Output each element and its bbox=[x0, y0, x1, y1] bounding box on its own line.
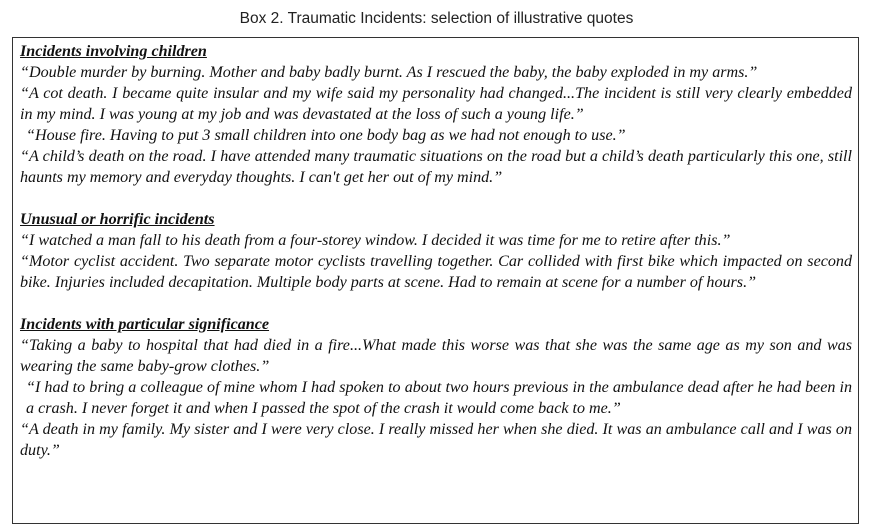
quote: “Double murder by burning. Mother and baby badly burnt. As I rescued the baby, the baby exploded in my arms.” bbox=[20, 64, 758, 81]
section-children bbox=[20, 41, 852, 188]
quote: “A cot death. I became quite insular and my wife said my personality had changed...The incident is still very clearly embedded in my mind. I was young at my job and was devastated at the loss of such a young life.” bbox=[20, 85, 852, 123]
quotes-box bbox=[12, 37, 859, 524]
section-heading: Incidents with particular significance bbox=[20, 316, 270, 333]
section-heading: Incidents involving children bbox=[20, 43, 207, 60]
section-significance bbox=[20, 314, 852, 461]
quote: “A death in my family. My sister and I were very close. I really missed her when she died. It was an ambulance call and I was on duty.” bbox=[20, 421, 852, 459]
section-heading: Unusual or horrific incidents bbox=[20, 211, 215, 228]
quote: “House fire. Having to put 3 small children into one body bag as we had not enough to use.” bbox=[26, 127, 626, 144]
quote: “A child’s death on the road. I have attended many traumatic situations on the road but a child’s death particularly this one, still haunts my memory and everyday thoughts. I can't get her out of my mind.” bbox=[20, 148, 852, 186]
box-title: Box 2. Traumatic Incidents: selection of illustrative quotes bbox=[239, 10, 634, 27]
quote: “I watched a man fall to his death from a four-storey window. I decided it was time for me to retire after this.” bbox=[20, 232, 731, 249]
section-unusual bbox=[20, 209, 852, 293]
quote: “Taking a baby to hospital that had died in a fire...What made this worse was that she was the same age as my son and was wearing the same baby-grow clothes.” bbox=[20, 337, 852, 375]
quote: “Motor cyclist accident. Two separate motor cyclists travelling together. Car collided with first bike which impacted on second bike. Injuries included decapitation. Multiple body parts at scene. Had to remain at scene for a number of hours.” bbox=[20, 253, 852, 291]
quote: “I had to bring a colleague of mine whom I had spoken to about two hours previous in the ambulance dead after he had been in a crash. I never forget it and when I passed the spot of the crash it would come back to me.” bbox=[26, 379, 852, 417]
